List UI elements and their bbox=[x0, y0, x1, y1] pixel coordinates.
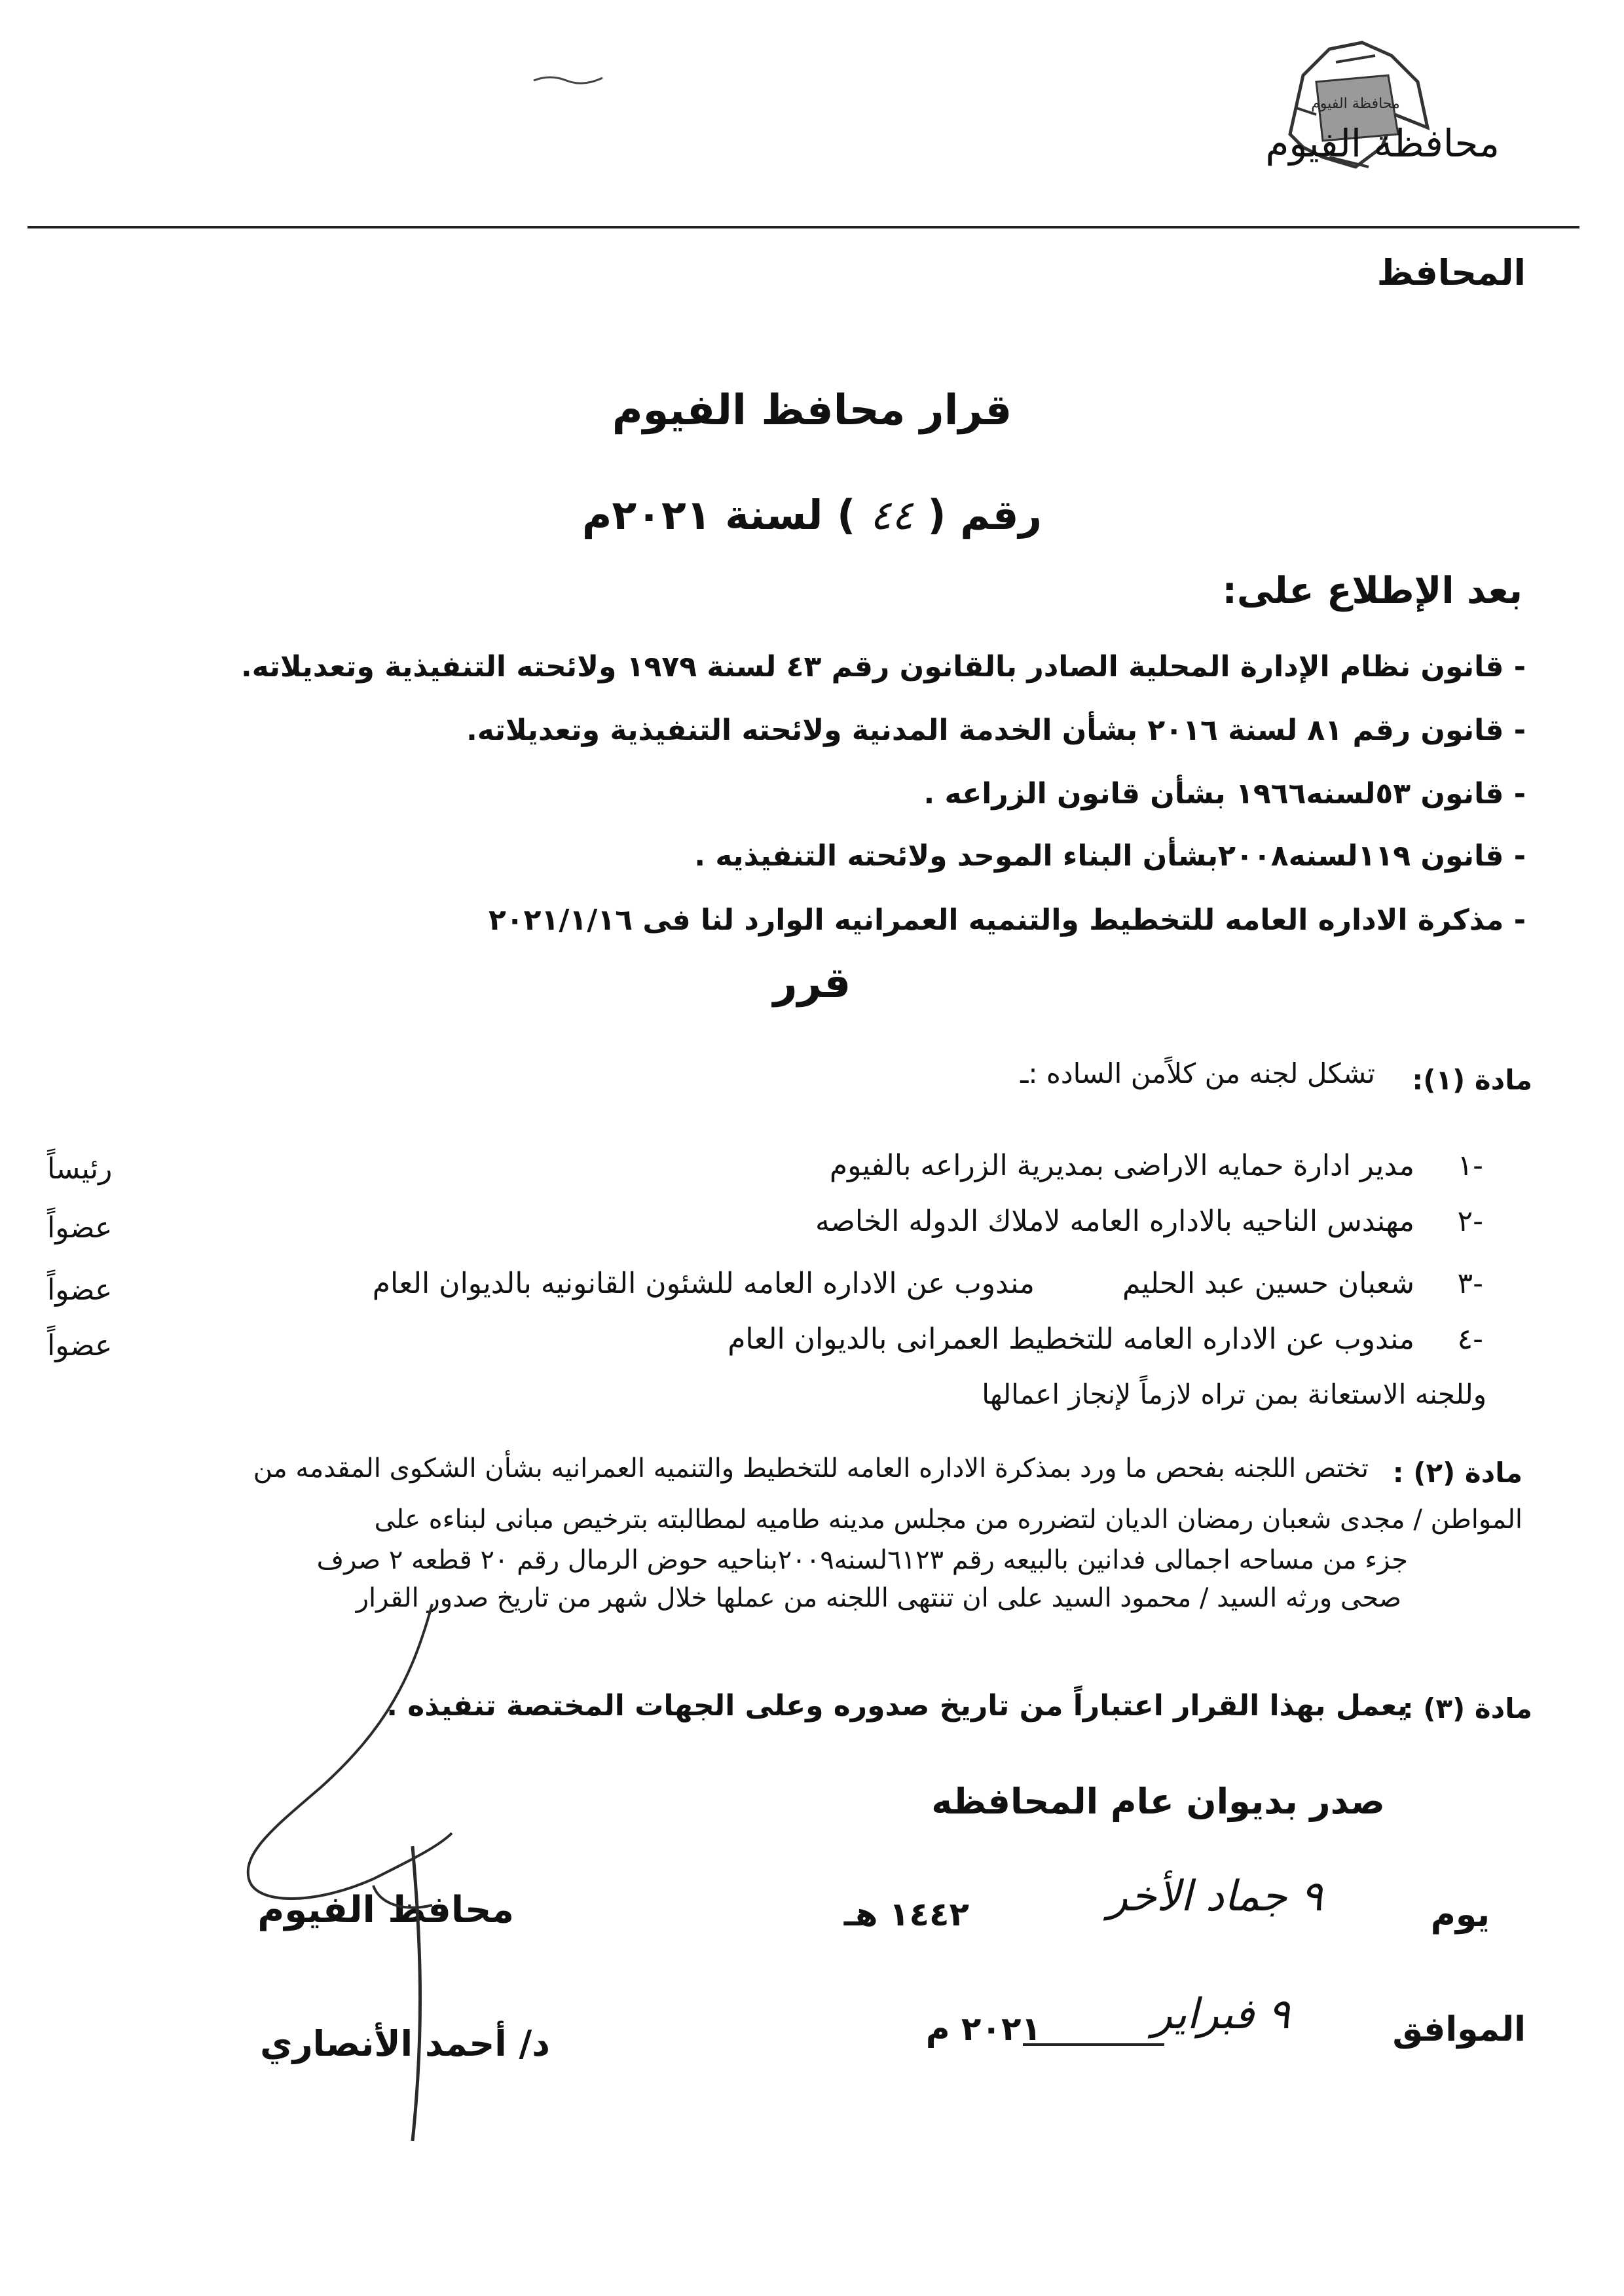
governor-office-label: المحافظ bbox=[1376, 252, 1526, 293]
day-label: يوم bbox=[1430, 1895, 1490, 1935]
governorate-header: محافظة الفيوم bbox=[1265, 121, 1500, 166]
committee-note: وللجنه الاستعانة بمن تراه لازماً لإنجاز اعمالها bbox=[982, 1378, 1486, 1410]
member-position: مدير ادارة حمايه الاراضى بمديرية الزراعه بالفيوم bbox=[829, 1149, 1414, 1182]
article1-label: مادة (١): bbox=[1412, 1064, 1532, 1096]
member-number: ٤- bbox=[1457, 1322, 1483, 1356]
decision-title-text: قرار محافظ الفيوم bbox=[612, 386, 1012, 435]
issued-at: صدر بديوان عام المحافظه bbox=[931, 1781, 1385, 1822]
corresponding-handwritten: ٩ فبراير bbox=[1152, 1990, 1290, 2039]
member-position: مندوب عن الاداره العامه للتخطيط العمرانى بالديوان العام bbox=[728, 1322, 1414, 1356]
decision-number bbox=[0, 491, 1624, 539]
signatory-name: د/ أحمد الأنصاري bbox=[260, 2023, 550, 2064]
article2-line: تختص اللجنه بفحص ما ورد بمذكرة الاداره العامه للتخطيط والتنميه العمرانيه بشأن الشكوى المقدمه من bbox=[253, 1453, 1369, 1484]
number-prefix: رقم ( bbox=[927, 491, 1043, 539]
gregorian-year: ٢٠٢١ م bbox=[925, 2010, 1041, 2048]
decision-title bbox=[0, 386, 1624, 435]
article1-text: تشكل لجنه من كلاًمن الساده :ـ bbox=[1020, 1057, 1375, 1089]
number-handwritten: ٤٤ bbox=[870, 491, 913, 539]
date-underline bbox=[1022, 2041, 1166, 2048]
member-role: رئيساً bbox=[47, 1152, 113, 1186]
day-handwritten: ٩ جماد الأخر bbox=[1107, 1872, 1323, 1921]
article3-label: مادة (٣) : bbox=[1402, 1692, 1532, 1724]
reference-item: - قانون نظام الإدارة المحلية الصادر بالقانون رقم ٤٣ لسنة ١٩٧٩ ولائحته التنفيذية وتعديلاته. bbox=[240, 650, 1526, 683]
member-role: عضواً bbox=[47, 1329, 113, 1362]
decided-text: قرر bbox=[773, 959, 851, 1008]
article3-text: يعمل بهذا القرار اعتباراً من تاريخ صدوره وعلى الجهات المختصة تنفيذه . bbox=[386, 1689, 1408, 1722]
reference-item: - مذكرة الاداره العامه للتخطيط والتنميه العمرانيه الوارد لنا فى ٢٠٢١/١/١٦ bbox=[488, 903, 1526, 937]
seal-text: محافظة الفيوم bbox=[1311, 96, 1400, 112]
header-divider bbox=[28, 226, 1579, 228]
corresponding-label: الموافق bbox=[1392, 2010, 1526, 2049]
member-role: عضواً bbox=[47, 1273, 113, 1307]
number-suffix: ) لسنة ٢٠٢١م bbox=[581, 491, 856, 539]
member-number: ٢- bbox=[1457, 1205, 1483, 1238]
scribble-mark bbox=[530, 69, 609, 88]
reference-item: - قانون ١١٩لسنه٢٠٠٨بشأن البناء الموحد ولائحته التنفيذيه . bbox=[694, 839, 1526, 873]
hijri-year: ١٤٤٢ هـ bbox=[843, 1895, 969, 1933]
member-role: عضواً bbox=[47, 1211, 113, 1245]
member-number: ١- bbox=[1457, 1149, 1483, 1182]
article2-line: جزء من مساحه اجمالى فدانين بالبيعه رقم ٦١٢٣لسنه٢٠٠٩بناحيه حوض الرمال رقم ٢٠ قطعه ٢ صرف bbox=[316, 1545, 1408, 1575]
member-position: مندوب عن الاداره العامه للشئون القانونيه بالديوان العام bbox=[372, 1267, 1035, 1300]
member-number: ٣- bbox=[1457, 1267, 1483, 1300]
article2-line: المواطن / مجدى شعبان رمضان الديان لتضرره من مجلس مدينه طاميه لمطالبته بترخيص مبانى لبناءه على bbox=[374, 1504, 1522, 1535]
article2-label: مادة (٢) : bbox=[1392, 1457, 1522, 1489]
reference-item: - قانون ٥٣لسنه١٩٦٦ بشأن قانون الزراعه . bbox=[923, 777, 1526, 811]
reference-item: - قانون رقم ٨١ لسنة ٢٠١٦ بشأن الخدمة المدنية ولائحته التنفيذية وتعديلاته. bbox=[466, 714, 1526, 747]
preamble-title: بعد الإطلاع على: bbox=[1222, 570, 1522, 612]
member-name: شعبان حسين عبد الحليم bbox=[1122, 1267, 1414, 1300]
member-position: مهندس الناحيه بالاداره العامه لاملاك الدوله الخاصه bbox=[815, 1205, 1414, 1238]
handwritten-signature bbox=[216, 1597, 583, 2154]
article2-line: صحى ورثه السيد / محمود السيد على ان تنتهى اللجنه من عملها خلال شهر من تاريخ صدور القرار bbox=[356, 1583, 1401, 1613]
decided-heading bbox=[0, 959, 1624, 1008]
signatory-title: محافظ الفيوم bbox=[257, 1889, 514, 1931]
